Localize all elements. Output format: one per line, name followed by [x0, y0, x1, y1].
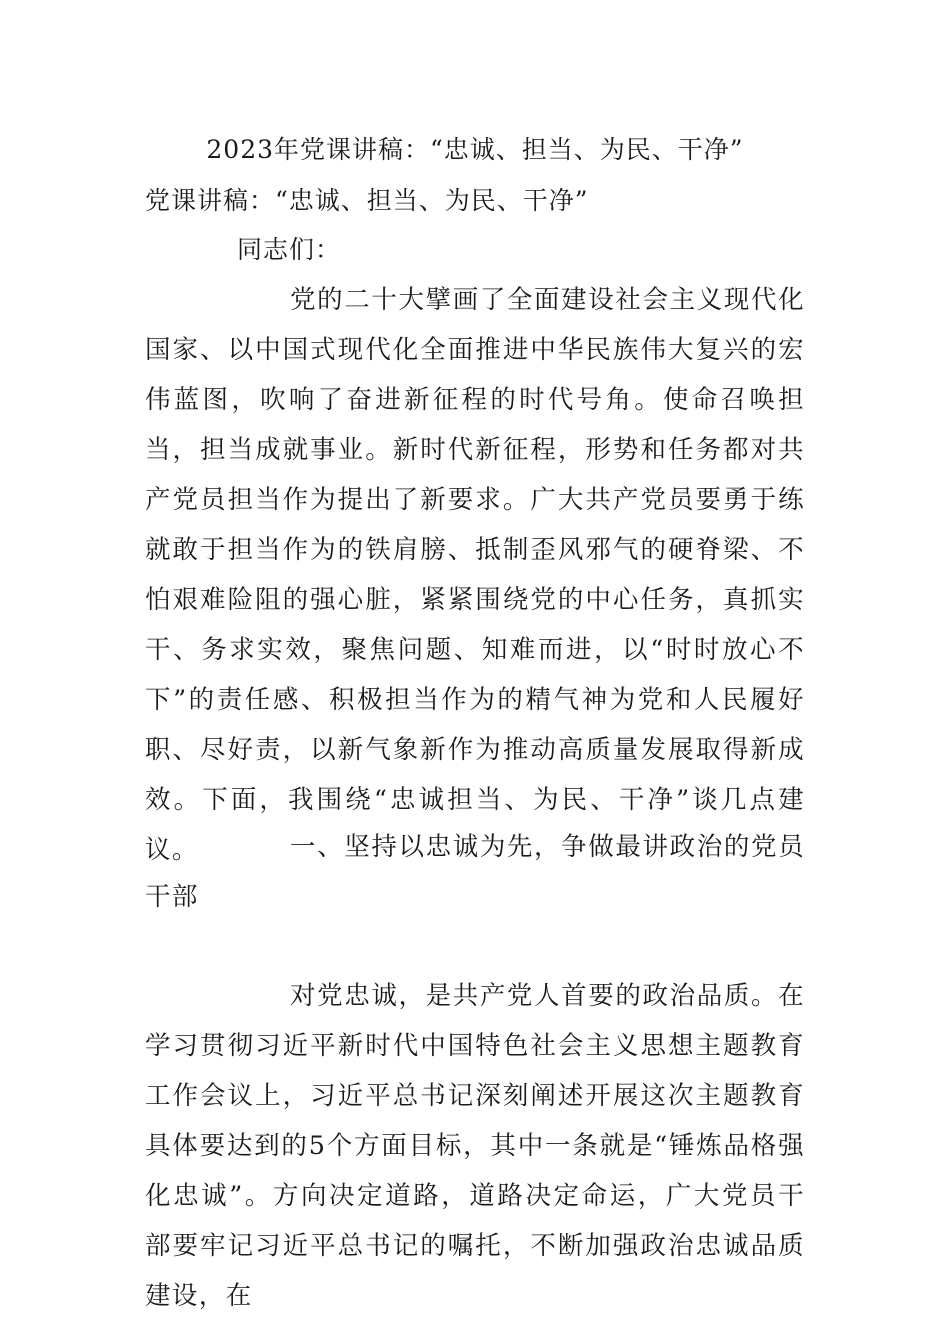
document-subtitle: 党课讲稿：“忠诚、担当、为民、干净” [145, 186, 589, 215]
intro-paragraph: 党的二十大擘画了全面建设社会主义现代化国家、以中国式现代化全面推进中华民族伟大复兴的宏伟蓝图，吹响了奋进新征程的时代号角。使命召唤担当，担当成就事业。新时代新征程，形势和任务都对共产党员担当作为提出了新要求。广大共产党员要勇于练就敢于担当作为的铁肩膀、抵制歪风邪气的硬脊梁、不怕艰难险阻的强心脏，紧紧围绕党的中心任务，真抓实干、务求实效，聚焦问题、知难而进，以“时时放心不下”的责任感、积极担当作为的精气神为党和人民履好职、尽好责，以新气象新作为推动高质量发展取得新成效。下面，我围绕“忠诚担当、为民、干净”谈几点建议。 [145, 285, 805, 865]
section-heading: 一、坚持以忠诚为先，争做最讲政治的党员干部 [145, 832, 805, 912]
greeting: 同志们： [237, 235, 342, 264]
document-title: 2023年党课讲稿：“忠诚、担当、为民、干净” [206, 135, 744, 164]
body-paragraph: 对党忠诚，是共产党人首要的政治品质。在学习贯彻习近平新时代中国特色社会主义思想主题教育工作会议上，习近平总书记深刻阐述开展这次主题教育具体要达到的5个方面目标，其中一条就是“锤炼品格强化忠诚”。方向决定道路，道路决定命运，广大党员干部要牢记习近平总书记的嘱托，不断加强政治忠诚品质建设，在 [145, 981, 805, 1311]
